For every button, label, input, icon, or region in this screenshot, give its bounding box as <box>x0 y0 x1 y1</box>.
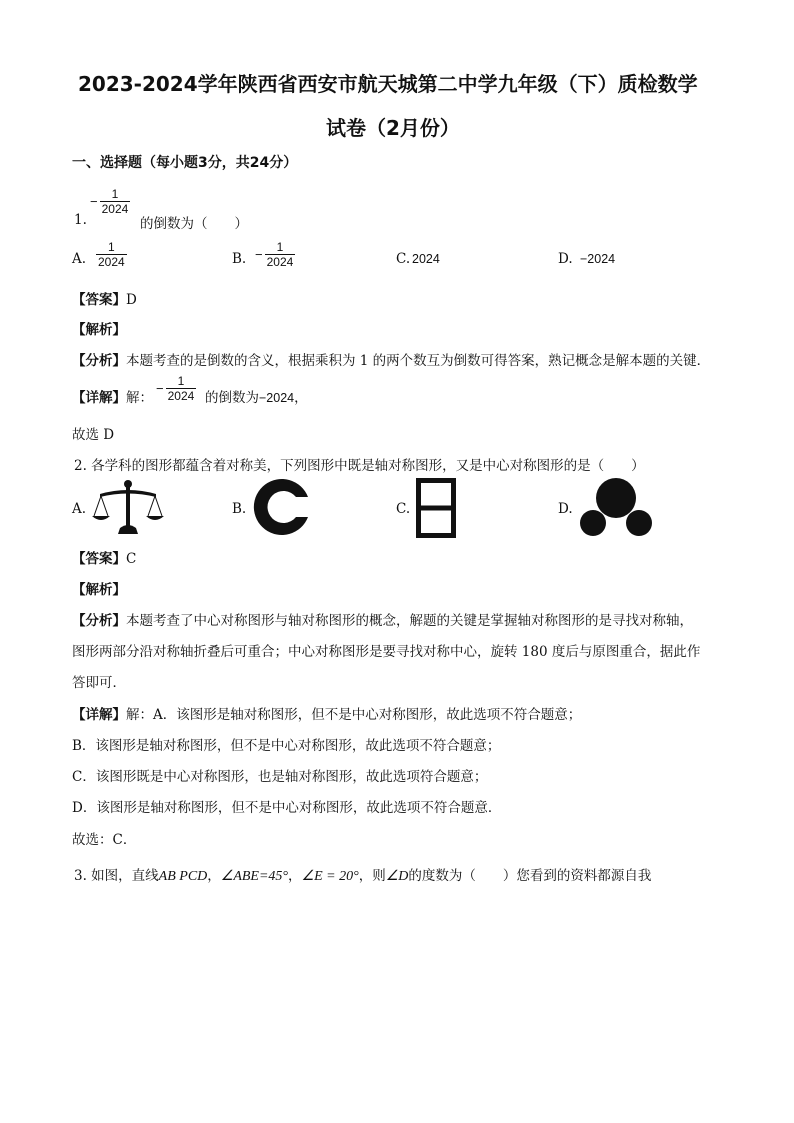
q1-option-c-value: 2024 <box>412 252 440 266</box>
q2-detail-line1: 【详解】解：A．该图形是轴对称图形，但不是中心对称图形，故此选项不符合题意； <box>72 707 582 723</box>
fraction: $\frac{1}{2024}$ <box>98 240 125 269</box>
q2-option-c-label: C. <box>396 501 411 517</box>
window-frame-icon <box>416 478 456 538</box>
q1-option-d-label: D. <box>558 251 573 267</box>
q1-option-b-label: B. <box>232 251 247 267</box>
q1-detail: 【详解】解： <box>72 390 153 406</box>
q1-conclusion: 故选 D <box>72 427 115 443</box>
q2-detail-line4: D．该图形是轴对称图形，但不是中心对称图形，故此选项不符合题意． <box>72 800 502 816</box>
q1-neg-sign: − <box>90 194 98 209</box>
open-ring-icon <box>252 477 316 537</box>
q2-fenxi-line2: 图形两部分沿对称轴折叠后可重合；中心对称图形是要寻找对称中心，旋转 180 度后与原图重合，据此作 <box>72 644 701 660</box>
q2-analysis-tag: 【解析】 <box>72 582 126 598</box>
q1-analysis-tag: 【解析】 <box>72 322 126 338</box>
q1-fenxi: 【分析】本题考查的是倒数的含义，根据乘积为 1 的两个数互为倒数可得答案，熟记概念是解本题的关键． <box>72 353 711 369</box>
fraction: $\frac{1}{2024}$ <box>101 187 129 216</box>
q1-option-a-value <box>96 240 127 269</box>
q2-detail-line2: B．该图形是轴对称图形，但不是中心对称图形，故此选项不符合题意； <box>72 738 501 754</box>
q2-option-a-label: A. <box>72 501 87 517</box>
q1-detail-rest: 的倒数为−2024， <box>205 390 308 406</box>
q1-stem-fraction <box>90 187 130 216</box>
three-circles-icon <box>576 476 656 538</box>
q2-answer: 【答案】C <box>72 551 137 567</box>
q3-stem: 3. 如图，直线AB PCD，∠ABE=45°，∠E = 20°，则∠D的度数为（ ）您看到的资料都源自我 <box>74 868 652 884</box>
balance-scale-icon <box>90 478 166 538</box>
q1-detail-fraction: − $\frac{1}{2024}$ <box>156 374 195 403</box>
q2-fenxi-line3: 答即可． <box>72 675 126 691</box>
q1-stem-suffix: 的倒数为（ ） <box>140 216 248 232</box>
q1-option-c-label: C. <box>396 251 411 267</box>
page-title: 2023-2024学年陕西省西安市航天城第二中学九年级（下）质检数学 <box>78 72 698 96</box>
fraction: $\frac{1}{2024}$ <box>266 240 294 269</box>
fraction: $\frac{1}{2024}$ <box>167 374 195 403</box>
q1-answer: 【答案】D <box>72 292 137 308</box>
q2-stem: 2. 各学科的图形都蕴含着对称美，下列图形中既是轴对称图形，又是中心对称图形的是（ ） <box>74 458 645 474</box>
q2-detail-line3: C．该图形既是中心对称图形，也是轴对称图形，故此选项符合题意； <box>72 769 488 785</box>
q1-option-d-value: −2024 <box>580 252 616 266</box>
q2-fenxi-line1: 【分析】本题考查了中心对称图形与轴对称图形的概念，解题的关键是掌握轴对称图形的是寻找对称轴， <box>72 613 693 629</box>
q2-option-d-label: D. <box>558 501 573 517</box>
page-title-continued: 试卷（2月份） <box>326 116 460 140</box>
q1-option-b-value: − $\frac{1}{2024}$ <box>255 240 294 269</box>
q2-conclusion: 故选：C． <box>72 832 137 848</box>
q2-option-b-label: B. <box>232 501 247 517</box>
section-heading: 一、选择题（每小题3分，共24分） <box>72 155 298 171</box>
q1-number: 1. <box>74 212 87 228</box>
q1-option-a-label: A. <box>72 251 87 267</box>
